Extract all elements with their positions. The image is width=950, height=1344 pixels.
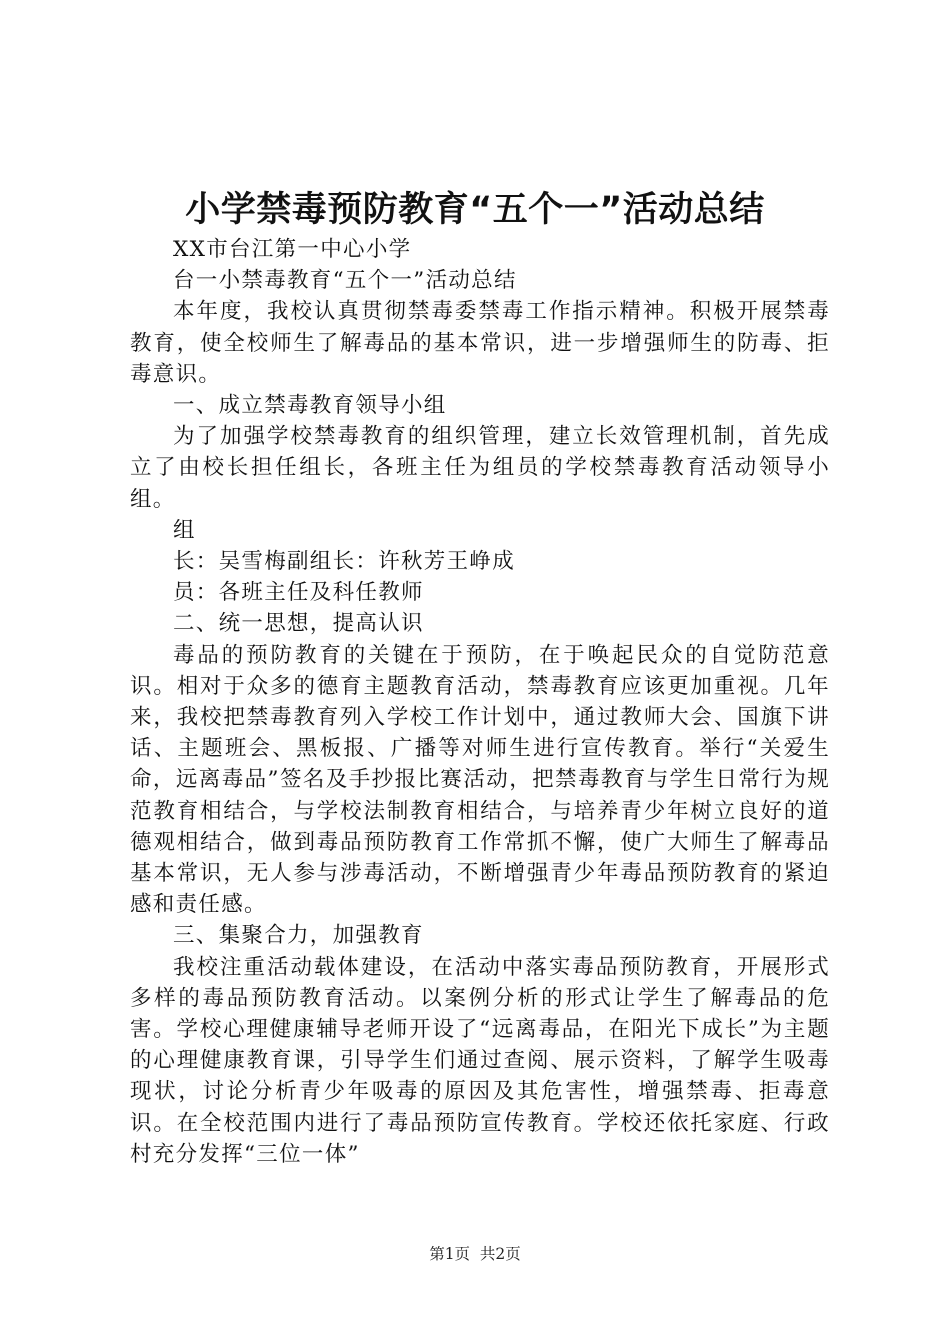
section-heading-3: 三、集聚合力，加强教育 (173, 923, 424, 949)
school-name: XX市台江第一中心小学 (173, 237, 412, 262)
group-leaders: 长：吴雪梅副组长：许秋芳王峥成 (173, 549, 516, 575)
page-total: 共2页 (479, 1245, 521, 1263)
paragraph-intro: 本年度，我校认真贯彻禁毒委禁毒工作指示精神。积极开展禁毒教育，使全校师生了解毒品的基本常识，进一步增强师生的防毒、拒毒意识。 (130, 299, 830, 387)
paragraph-section-3: 我校注重活动载体建设，在活动中落实毒品预防教育，开展形式多样的毒品预防教育活动。以案例分析的形式让学生了解毒品的危害。学校心理健康辅导老师开设了“远离毒品，在阳光下成长”为主题的心理健康教育课，引导学生们通过查阅、展示资料，了解学生吸毒现状，讨论分析青少年吸毒的原因及其危害性，增强禁毒、拒毒意识。在全校范围内进行了毒品预防宣传教育。学校还依托家庭、行政村充分发挥“三位一体” (130, 954, 830, 1167)
section-heading-2: 二、统一思想，提高认识 (173, 611, 424, 637)
paragraph-section-1: 为了加强学校禁毒教育的组织管理，建立长效管理机制，首先成立了由校长担任组长，各班主任为组员的学校禁毒教育活动领导小组。 (130, 424, 830, 512)
group-label: 组 (173, 517, 196, 543)
document-body (130, 234, 830, 1170)
document-title: 小学禁毒预防教育“五个一”活动总结 (185, 190, 765, 230)
subtitle: 台一小禁毒教育“五个一”活动总结 (173, 268, 517, 294)
group-members: 员：各班主任及科任教师 (173, 580, 424, 606)
page-number: 第1页 (429, 1245, 471, 1263)
paragraph-section-2: 毒品的预防教育的关键在于预防，在于唤起民众的自觉防范意识。相对于众多的德育主题教育活动，禁毒教育应该更加重视。几年来，我校把禁毒教育列入学校工作计划中，通过教师大会、国旗下讲话、主题班会、黑板报、广播等对师生进行宣传教育。举行“关爱生命，远离毒品”签名及手抄报比赛活动，把禁毒教育与学生日常行为规范教育相结合，与学校法制教育相结合，与培养青少年树立良好的道德观相结合，做到毒品预防教育工作常抓不懈，使广大师生了解毒品基本常识，无人参与涉毒活动，不断增强青少年毒品预防教育的紧迫感和责任感。 (130, 642, 830, 918)
page-footer (0, 1243, 950, 1265)
section-heading-1: 一、成立禁毒教育领导小组 (173, 393, 447, 419)
